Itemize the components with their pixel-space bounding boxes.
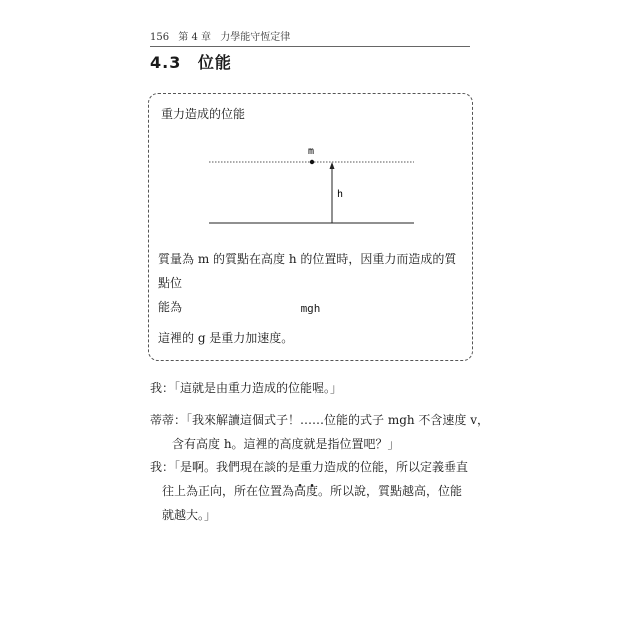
dialog-3-line-2 [150,479,480,503]
box-note: 這裡的 g 是重力加速度。 [158,331,294,345]
chapter-number: 第 4 章 [178,32,212,43]
mass-point [310,160,314,164]
section-number: 4.3 [150,53,182,72]
box-text-line-2: 能為 [158,300,183,314]
dialog-1 [150,376,480,400]
mass-label: m [308,146,315,157]
running-header [150,28,470,47]
box-title: 重力造成的位能 [161,107,246,121]
dialog-2-line-1: 蒂蒂：「我來解讀這個式子！……位能的式子 mgh 不含速度 v， [150,413,490,427]
dialog-1-line-1: 我：「這就是由重力造成的位能喔。」 [150,381,343,395]
emphasis-char-2: 度 [306,484,319,498]
height-diagram [149,94,474,244]
definition-box [148,93,473,361]
dialog-3-line-1: 我：「是啊。我們現在談的是重力造成的位能，所以定義垂直 [150,460,469,474]
chapter-title: 力學能守恆定律 [220,32,291,43]
formula-mgh: mgh [300,302,321,315]
section-heading [150,50,232,73]
height-label: h [337,189,344,200]
section-title: 位能 [197,53,232,72]
dialog-3-line-2-part-a: 往上為正向，所在位置為 [162,484,295,498]
dialog-2-line-2: 含有高度 h。這裡的高度就是指位置吧？」 [172,437,400,451]
box-text-line-1: 質量為 m 的質點在高度 h 的位置時，因重力而造成的質點位 [158,252,457,290]
page-number: 156 [150,32,170,43]
emphasis-char-1: 高 [294,484,307,498]
dialog-3 [150,455,480,527]
dialog-3-line-3: 就越大。」 [162,508,217,522]
dialog-3-line-2-part-b: 。所以說，質點越高，位能 [318,484,463,498]
height-arrow-head [330,162,335,169]
dialog-2 [150,408,490,456]
